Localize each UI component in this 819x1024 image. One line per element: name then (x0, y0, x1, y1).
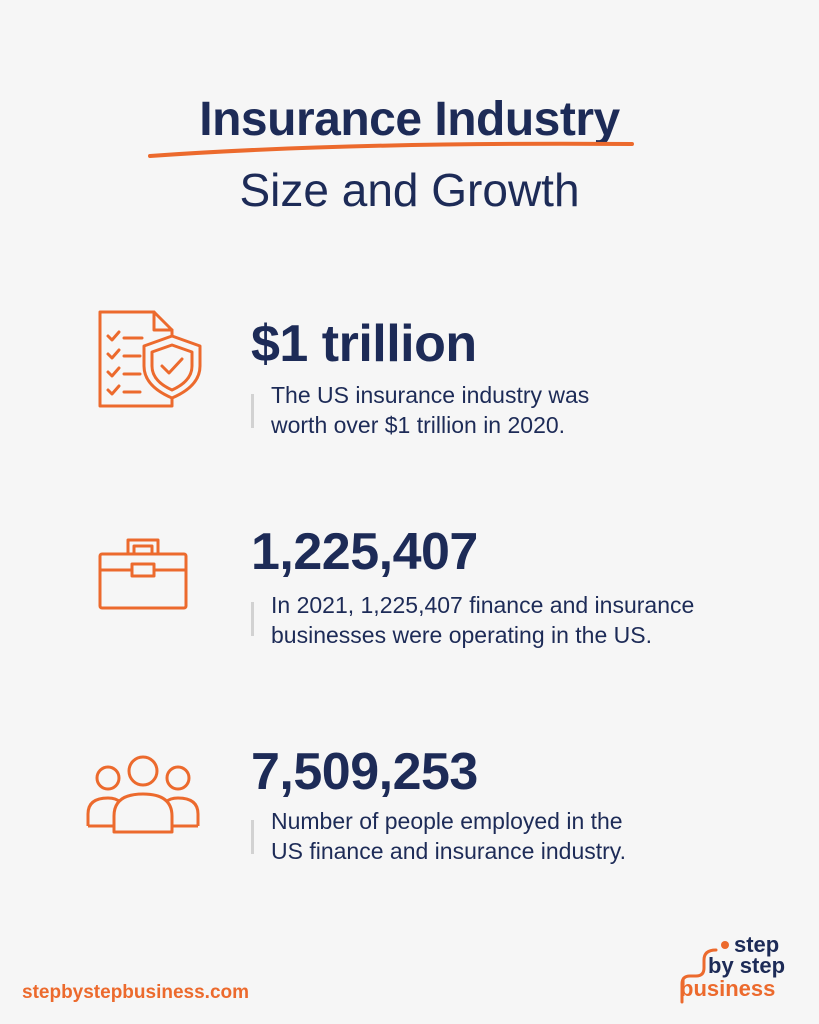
logo-text-business: business (680, 976, 776, 1001)
stat-description (271, 380, 801, 440)
stat-insurance-worth (0, 300, 819, 440)
stat-employment (0, 742, 819, 882)
stat-description-line: businesses were operating in the US. (271, 622, 652, 648)
stat-description-line: US finance and insurance industry. (271, 838, 626, 864)
stat-value: 1,225,407 (251, 523, 478, 581)
people-group-icon (84, 752, 204, 836)
stat-description-line: In 2021, 1,225,407 finance and insurance (271, 592, 695, 618)
page-subtitle: Size and Growth (239, 164, 580, 216)
stat-value: 7,509,253 (251, 743, 478, 801)
title-underline (146, 136, 636, 166)
stat-description-line: The US insurance industry was (271, 382, 590, 408)
briefcase-icon (98, 532, 190, 612)
stat-divider (251, 602, 254, 636)
page-title: Insurance Industry (199, 93, 620, 146)
stat-description (271, 806, 801, 866)
stat-value: $1 trillion (251, 315, 477, 373)
stat-description (271, 590, 801, 650)
stat-divider (251, 394, 254, 428)
logo-text-step: step (734, 932, 780, 957)
stat-businesses (0, 520, 819, 660)
logo-dot (721, 941, 729, 949)
insurance-document-shield-icon (96, 308, 206, 412)
stat-divider (251, 820, 254, 854)
footer-url[interactable]: stepbystepbusiness.com (22, 982, 250, 1003)
logo-text-by-step: by step (708, 953, 786, 978)
stat-description-line: Number of people employed in the (271, 808, 623, 834)
stat-description-line: worth over $1 trillion in 2020. (271, 412, 566, 438)
brand-logo[interactable] (660, 932, 800, 1004)
